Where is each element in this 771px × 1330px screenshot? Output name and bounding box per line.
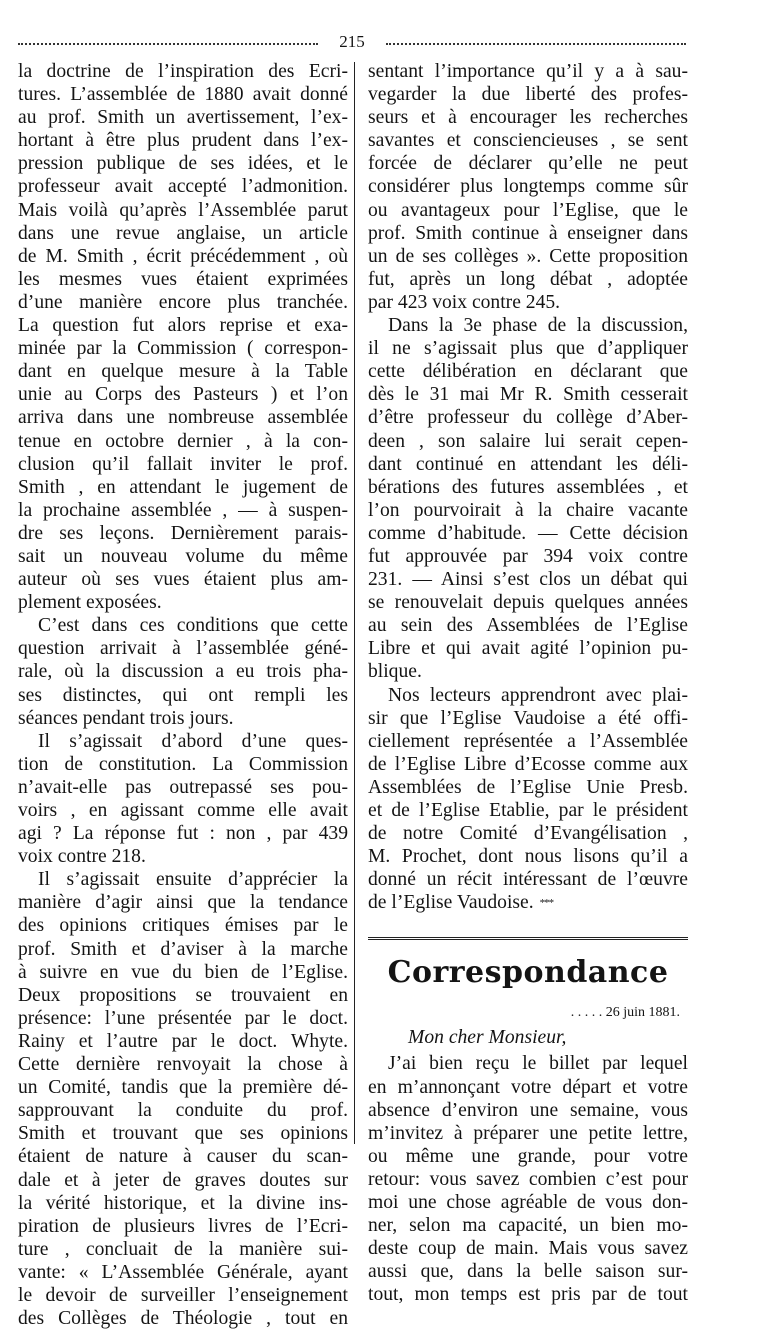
text-line: [18, 1099, 348, 1122]
text-line: [368, 753, 688, 776]
text-line: [18, 129, 348, 152]
text-line: [368, 568, 688, 591]
left-column: [18, 60, 348, 1330]
text-line-content: tures. L’assemblée de 1880 avait donné: [18, 84, 348, 106]
text-line: [368, 891, 688, 915]
text-line: [18, 1307, 348, 1330]
text-line-content: dans une revue anglaise, un article: [18, 222, 348, 244]
text-line: [18, 822, 348, 845]
text-line-content: vegarder la due liberté des profes-: [368, 84, 688, 106]
text-line-content: rale, où la discussion a eu trois pha-: [18, 661, 348, 683]
text-line-content: sentant l’importance qu’il y a à sau-: [368, 61, 688, 82]
text-line: [368, 476, 688, 499]
text-line: [368, 1168, 688, 1191]
text-line-content: la prochaine assemblée , — à suspen-: [18, 499, 348, 521]
text-line: [18, 1145, 348, 1168]
text-line-content: ses distinctes, qui ont rempli les: [18, 684, 348, 706]
text-line-content: le devoir de surveiller l’enseignement: [18, 1284, 348, 1306]
text-line: [368, 1052, 688, 1075]
text-line-content: de notre Comité d’Evangélisation ,: [368, 823, 688, 845]
text-line-content: ou même une grande, pour votre: [368, 1145, 688, 1167]
text-line: [18, 1192, 348, 1215]
text-line-content: absence d’environ une semaine, vous: [368, 1099, 688, 1121]
text-line-content: retour: vous savez combien c’est pour: [368, 1168, 688, 1190]
text-line-content: donné un récit intéressant de l’œuvre: [368, 869, 688, 891]
text-line: [368, 1214, 688, 1237]
text-line-content: unie au Corps des Pasteurs ) et l’on: [18, 384, 348, 406]
text-line: [368, 660, 688, 683]
text-line: [18, 360, 348, 383]
text-line-content: hortant à être plus prudent dans l’ex-: [18, 130, 348, 152]
text-line-content: comme d’habitude. — Cette décision: [368, 522, 688, 544]
text-line-content: auteur où ses vues étaient plus am-: [18, 569, 348, 591]
text-line-content: ture , concluait de la manière sui-: [18, 1238, 348, 1260]
text-line-content: il ne s’agissait plus que d’appliquer: [368, 338, 688, 360]
text-line: [368, 1099, 688, 1122]
text-line-content: se renouvelait depuis quelques années: [368, 592, 688, 614]
text-line: [18, 868, 348, 891]
text-line-content: la vérité historique, et la divine ins-: [18, 1192, 348, 1214]
text-line: [368, 1283, 688, 1306]
text-line-content: Deux propositions se trouvaient en: [18, 984, 348, 1006]
text-line-content: pression publique de ses idées, et le: [18, 153, 348, 175]
text-line: [368, 1237, 688, 1260]
text-line: [368, 245, 688, 268]
text-line: [368, 430, 688, 453]
text-line-content: manière d’agir ainsi que la tendance: [18, 892, 348, 914]
text-line: [18, 545, 348, 568]
text-line-content: l’on pourvoirait à la chaire vacante: [368, 499, 688, 521]
text-line-content: Cette dernière renvoyait la chose à: [18, 1054, 348, 1076]
text-line-content: bérations des futures assemblées , et: [368, 476, 688, 498]
text-line: [368, 268, 688, 291]
text-line-content: prof. Smith et d’aviser à la marche: [18, 938, 348, 960]
text-line-content: de l’Eglise Libre d’Ecosse comme aux: [368, 753, 688, 775]
text-line-content: des opinions critiques émises par le: [18, 915, 348, 937]
text-line-content: un de ses collèges ». Cette proposition: [368, 245, 688, 267]
text-line-content: Nos lecteurs apprendront avec plai-: [388, 684, 688, 706]
text-line: [18, 707, 348, 730]
text-line-content: un Comité, tandis que la première dé-: [18, 1077, 348, 1099]
page-number: 215: [339, 32, 365, 51]
text-line: [18, 591, 348, 614]
text-line: [18, 337, 348, 360]
text-line: [368, 83, 688, 106]
text-line-content: dant continué en attendant les déli-: [368, 453, 688, 475]
text-line: [18, 1284, 348, 1307]
text-line-content: fut, après un long débat , adoptée: [368, 268, 688, 290]
text-line-content: à suivre en vue du bien de l’Eglise.: [18, 961, 348, 983]
text-line-content: cette délibération en déclarant que: [368, 361, 688, 383]
text-line-content: dès le 31 mai Mr R. Smith cesserait: [368, 384, 688, 406]
text-line-content: en m’annonçant votre départ et votre: [368, 1076, 688, 1098]
text-line-content: séances pendant trois jours.: [18, 707, 234, 729]
text-line: [368, 106, 688, 129]
text-line: [368, 360, 688, 383]
text-line: [18, 499, 348, 522]
text-line: [18, 1261, 348, 1284]
text-line: [368, 222, 688, 245]
text-line: [18, 222, 348, 245]
text-line: [368, 1122, 688, 1145]
text-line-content: dre ses leçons. Dernièrement parais-: [18, 522, 348, 544]
text-line-content: moi une chose agréable de vous don-: [368, 1191, 688, 1213]
text-line-content: plement exposées.: [18, 592, 162, 614]
text-line-content: deste coup de main. Mais vous savez: [368, 1238, 688, 1260]
text-line-content: professeur avait accepté l’admonition.: [18, 176, 348, 198]
text-line: [18, 684, 348, 707]
text-line: [368, 545, 688, 568]
text-line-content: les mesmes vues étaient exprimées: [18, 268, 348, 290]
text-line: [368, 1260, 688, 1283]
text-line: [18, 152, 348, 175]
text-line: [368, 776, 688, 799]
text-line: [368, 868, 688, 891]
text-line: [368, 499, 688, 522]
text-line-content: deen , son salaire lui serait cepen-: [368, 430, 688, 452]
text-line-content: présence: l’une présentée par le doct.: [18, 1007, 348, 1029]
text-line-content: et de l’Eglise Etablie, par le président: [368, 800, 688, 821]
text-line: [368, 730, 688, 753]
text-line: [18, 799, 348, 822]
text-line-content: M. Prochet, dont nous lisons qu’il a: [368, 846, 688, 868]
text-line: [368, 314, 688, 337]
text-line: [368, 637, 688, 660]
text-line: [368, 152, 688, 175]
text-line-content: ciellement représentée a l’Assemblée: [368, 730, 688, 752]
text-line: [18, 106, 348, 129]
text-line: [18, 1122, 348, 1145]
text-line: [368, 684, 688, 707]
text-line: [18, 1169, 348, 1192]
text-line-content: seurs et à encourager les recherches: [368, 107, 688, 129]
text-line: [18, 453, 348, 476]
text-line-content: ner, selon ma capacité, un bien mo-: [368, 1215, 688, 1237]
text-line: [368, 129, 688, 152]
text-line: [18, 291, 348, 314]
text-line: [18, 753, 348, 776]
text-line-content: voix contre 218.: [18, 846, 146, 868]
text-line: [368, 175, 688, 198]
text-line: [18, 776, 348, 799]
text-line: [368, 199, 688, 222]
text-line: [368, 799, 688, 822]
signature-asterisks: ***: [539, 897, 554, 910]
text-line-content: tion de constitution. La Commission: [18, 753, 348, 775]
letter-salutation: Mon cher Monsieur,: [408, 1027, 567, 1049]
text-line-content: ou avantageux pour l’Eglise, que le: [368, 199, 688, 221]
text-line-content: tout, mon temps est pris par de tout: [368, 1284, 688, 1306]
text-line-content: Assemblées de l’Eglise Unie Presb.: [368, 776, 688, 798]
text-line-content: blique.: [368, 661, 422, 683]
text-line-content: Mais voilà qu’après l’Assemblée parut: [18, 199, 348, 221]
text-line-content: de M. Smith , écrit précédemment , où: [18, 245, 348, 267]
text-line-content: des Collèges de Théologie , tout en: [18, 1308, 348, 1330]
text-line: [368, 60, 688, 83]
text-line: [18, 175, 348, 198]
text-line-content: tenue en octobre dernier , à la con-: [18, 430, 348, 452]
text-line-content: clusion qu’il fallait inviter le prof.: [18, 453, 348, 475]
text-line-content: question arrivait à l’assemblée géné-: [18, 638, 348, 660]
text-line: [18, 314, 348, 337]
text-line-content: dant en quelque mesure à la Table: [18, 361, 348, 383]
text-line-content: Il s’agissait d’abord d’une ques-: [38, 730, 348, 752]
text-line-content: arriva dans une nombreuse assemblée: [18, 407, 348, 429]
text-line: [18, 984, 348, 1007]
header-rule-right: [386, 43, 686, 45]
text-line: [18, 1076, 348, 1099]
text-line: [18, 845, 348, 868]
text-line: [18, 961, 348, 984]
text-line: [18, 1215, 348, 1238]
text-line: [368, 845, 688, 868]
text-line: [18, 914, 348, 937]
text-line-content: fut approuvée par 394 voix contre: [368, 545, 688, 567]
text-line: [368, 406, 688, 429]
text-line: [18, 83, 348, 106]
text-line-content: voirs , en agissant comme elle avait: [18, 800, 348, 821]
text-line: [18, 660, 348, 683]
text-line: [18, 245, 348, 268]
text-line: [368, 1076, 688, 1099]
text-line-content: d’une manière encore plus tranchée.: [18, 291, 348, 313]
text-line-content: Il s’agissait ensuite d’apprécier la: [38, 869, 348, 891]
text-line-content: prof. Smith continue à enseigner dans: [368, 222, 688, 244]
text-line-content: dale et à jeter de graves doutes sur: [18, 1169, 348, 1191]
text-line: [18, 1053, 348, 1076]
text-line: [368, 1145, 688, 1168]
section-title: Correspondance: [387, 955, 669, 991]
page-header: [18, 30, 686, 54]
text-line-content: Libre et qui avait agité l’opinion pu-: [368, 638, 688, 660]
text-line: [368, 291, 688, 314]
text-line: [18, 383, 348, 406]
text-line-content: Rainy et l’autre par le doct. Whyte.: [18, 1030, 348, 1052]
text-line-content: sapprouvant la conduite du prof.: [18, 1100, 348, 1122]
text-line-content: piration de plusieurs livres de l’Ecri-: [18, 1215, 348, 1237]
text-line-content: au prof. Smith un avertissement, l’ex-: [18, 107, 348, 129]
text-line: [18, 614, 348, 637]
text-line-content: C’est dans ces conditions que cette: [38, 615, 348, 637]
text-line-content: savantes et consciencieuses , se sent: [368, 130, 688, 152]
text-line: [18, 1007, 348, 1030]
text-line-content: agi ? La réponse fut : non , par 439: [18, 823, 348, 845]
text-line-content: m’invitez à préparer une petite lettre,: [368, 1122, 688, 1144]
text-line: [18, 1238, 348, 1261]
right-column: [368, 60, 688, 1306]
text-line-content: vante: « L’Assemblée Générale, ayant: [18, 1261, 348, 1283]
text-line: [368, 707, 688, 730]
text-line-content: étaient de nature à causer du scan-: [18, 1146, 348, 1168]
text-line: [18, 268, 348, 291]
text-line-content: aussi que, dans la belle saison sur-: [368, 1261, 688, 1283]
text-line: [368, 337, 688, 360]
text-line-content: La question fut alors reprise et exa-: [18, 315, 348, 337]
text-line: [368, 591, 688, 614]
text-line-content: forcée de déclarer qu’elle ne peut: [368, 153, 688, 175]
text-line: [18, 938, 348, 961]
text-line: [18, 476, 348, 499]
text-line: [18, 60, 348, 83]
text-line: [368, 822, 688, 845]
text-line: [18, 199, 348, 222]
text-line: [368, 453, 688, 476]
section-separator: [368, 937, 688, 940]
text-line-content: sait un nouveau volume du même: [18, 545, 348, 567]
text-line: [18, 730, 348, 753]
text-line: [368, 614, 688, 637]
text-line: [18, 1030, 348, 1053]
text-line: [18, 430, 348, 453]
text-line-content: Smith , en attendant le jugement de: [18, 476, 348, 498]
text-line-content: Dans la 3e phase de la discussion,: [388, 315, 688, 337]
text-line: [18, 568, 348, 591]
text-line-content: au sein des Assemblées de l’Eglise: [368, 615, 688, 637]
column-divider: [354, 62, 355, 1144]
text-line-content: d’être professeur du collège d’Aber-: [368, 407, 688, 429]
text-line-content: sir que l’Eglise Vaudoise a été offi-: [368, 707, 688, 729]
text-line: [18, 891, 348, 914]
text-line-content: la doctrine de l’inspiration des Ecri-: [18, 61, 348, 82]
text-line-content: de l’Eglise Vaudoise.: [368, 892, 534, 914]
text-line-content: minée par la Commission ( correspon-: [18, 338, 348, 360]
text-line: [18, 406, 348, 429]
letter-body: [368, 1052, 688, 1306]
text-line: [18, 637, 348, 660]
text-line-content: considérer plus longtemps comme sûr: [368, 176, 688, 198]
text-line-content: par 423 voix contre 245.: [368, 291, 561, 313]
text-line: [368, 383, 688, 406]
text-line: [368, 1191, 688, 1214]
letter-dateline: . . . . . 26 juin 1881.: [570, 1005, 680, 1021]
text-line: [18, 522, 348, 545]
text-line-content: 231. — Ainsi s’est clos un débat qui: [368, 569, 688, 591]
text-line-content: Smith et trouvant que ses opinions: [18, 1123, 348, 1145]
text-line-content: n’avait-elle pas outrepassé ses pou-: [18, 776, 348, 798]
text-line-content: J’ai bien reçu le billet par lequel: [388, 1053, 688, 1075]
article-continuation: [368, 60, 688, 915]
text-line: [368, 522, 688, 545]
